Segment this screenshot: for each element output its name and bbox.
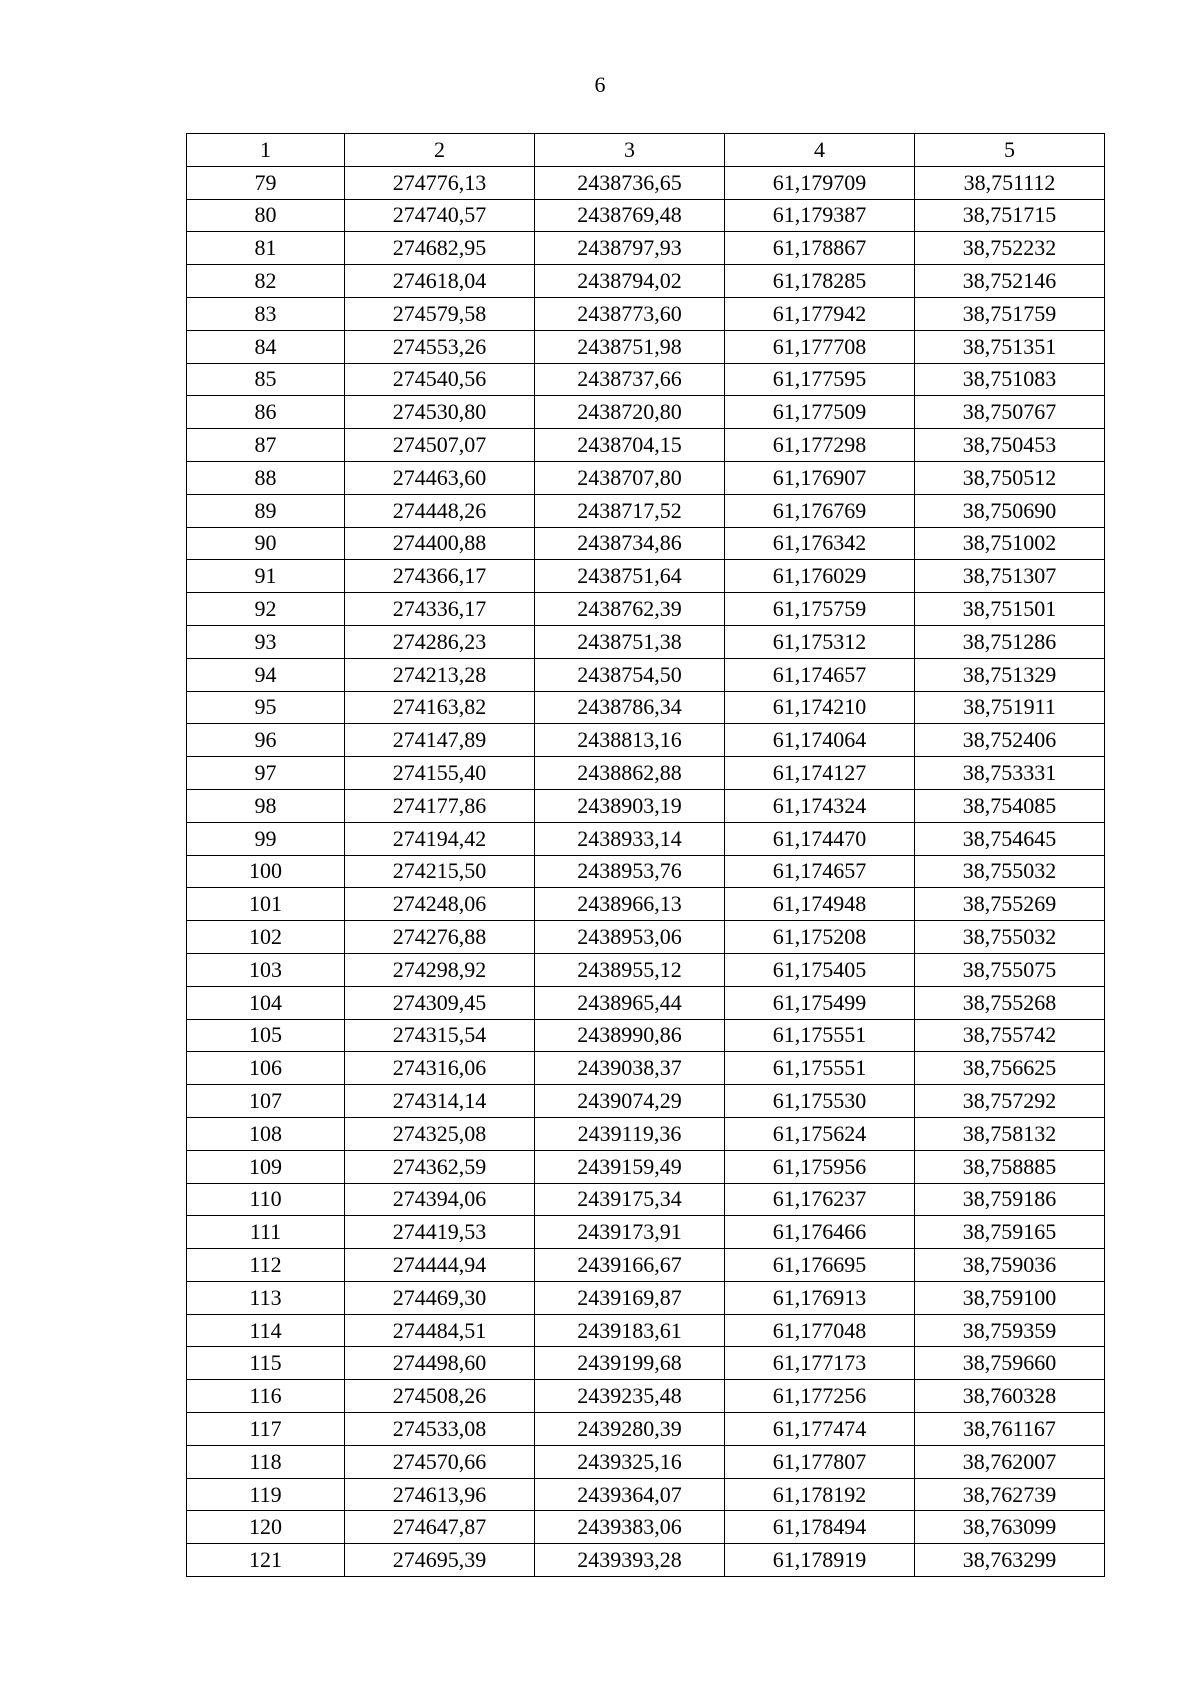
table-row bbox=[187, 527, 1105, 560]
table-cell: 38,759036 bbox=[915, 1249, 1105, 1282]
table-cell: 91 bbox=[187, 560, 345, 593]
table-cell: 38,751112 bbox=[915, 166, 1105, 199]
table-cell: 38,750690 bbox=[915, 494, 1105, 527]
table-cell: 61,174127 bbox=[725, 757, 915, 790]
table-cell: 61,176907 bbox=[725, 461, 915, 494]
table-cell: 274394,06 bbox=[345, 1183, 535, 1216]
table-cell: 274215,50 bbox=[345, 855, 535, 888]
table-cell: 102 bbox=[187, 921, 345, 954]
table-cell: 90 bbox=[187, 527, 345, 560]
table-cell: 38,756625 bbox=[915, 1052, 1105, 1085]
table-cell: 38,751351 bbox=[915, 330, 1105, 363]
table-row bbox=[187, 1380, 1105, 1413]
table-row bbox=[187, 396, 1105, 429]
table-row bbox=[187, 1347, 1105, 1380]
table-cell: 2438966,13 bbox=[535, 888, 725, 921]
table-row bbox=[187, 1445, 1105, 1478]
table-cell: 97 bbox=[187, 757, 345, 790]
table-cell: 38,750767 bbox=[915, 396, 1105, 429]
table-cell: 2438786,34 bbox=[535, 691, 725, 724]
table-cell: 61,176237 bbox=[725, 1183, 915, 1216]
table-cell: 38,752406 bbox=[915, 724, 1105, 757]
table-cell: 274498,60 bbox=[345, 1347, 535, 1380]
table-cell: 38,755032 bbox=[915, 855, 1105, 888]
table-cell: 2439119,36 bbox=[535, 1117, 725, 1150]
column-header: 5 bbox=[915, 134, 1105, 167]
table-cell: 38,762739 bbox=[915, 1478, 1105, 1511]
table-cell: 38,750453 bbox=[915, 429, 1105, 462]
table-cell: 82 bbox=[187, 265, 345, 298]
table-body bbox=[187, 166, 1105, 1576]
table-row bbox=[187, 1117, 1105, 1150]
table-cell: 61,174064 bbox=[725, 724, 915, 757]
table-cell: 110 bbox=[187, 1183, 345, 1216]
table-cell: 2438953,06 bbox=[535, 921, 725, 954]
table-cell: 61,175551 bbox=[725, 1052, 915, 1085]
table-cell: 274177,86 bbox=[345, 789, 535, 822]
table-row bbox=[187, 986, 1105, 1019]
table-cell: 61,177942 bbox=[725, 297, 915, 330]
table-cell: 274315,54 bbox=[345, 1019, 535, 1052]
table-cell: 274444,94 bbox=[345, 1249, 535, 1282]
table-cell: 2438813,16 bbox=[535, 724, 725, 757]
column-header: 2 bbox=[345, 134, 535, 167]
coordinates-table bbox=[186, 133, 1105, 1577]
table-cell: 38,759359 bbox=[915, 1314, 1105, 1347]
table-cell: 274553,26 bbox=[345, 330, 535, 363]
table-cell: 61,175208 bbox=[725, 921, 915, 954]
table-row bbox=[187, 1150, 1105, 1183]
table-cell: 2438773,60 bbox=[535, 297, 725, 330]
table-cell: 61,175759 bbox=[725, 593, 915, 626]
table-cell: 2438903,19 bbox=[535, 789, 725, 822]
table-cell: 61,179709 bbox=[725, 166, 915, 199]
table-cell: 38,758885 bbox=[915, 1150, 1105, 1183]
table-cell: 61,178285 bbox=[725, 265, 915, 298]
table-cell: 2439235,48 bbox=[535, 1380, 725, 1413]
table-cell: 38,759100 bbox=[915, 1281, 1105, 1314]
table-cell: 61,177708 bbox=[725, 330, 915, 363]
table-row bbox=[187, 1511, 1105, 1544]
table-row bbox=[187, 265, 1105, 298]
table-cell: 274298,92 bbox=[345, 953, 535, 986]
table-cell: 38,755742 bbox=[915, 1019, 1105, 1052]
table-cell: 61,174948 bbox=[725, 888, 915, 921]
table-cell: 2438965,44 bbox=[535, 986, 725, 1019]
table-cell: 61,174210 bbox=[725, 691, 915, 724]
table-row bbox=[187, 330, 1105, 363]
table-cell: 38,763099 bbox=[915, 1511, 1105, 1544]
table-cell: 99 bbox=[187, 822, 345, 855]
table-cell: 61,178494 bbox=[725, 1511, 915, 1544]
table-cell: 38,762007 bbox=[915, 1445, 1105, 1478]
table-cell: 38,755032 bbox=[915, 921, 1105, 954]
table-cell: 38,751286 bbox=[915, 625, 1105, 658]
table-cell: 61,174657 bbox=[725, 658, 915, 691]
table-cell: 2438734,86 bbox=[535, 527, 725, 560]
table-cell: 274276,88 bbox=[345, 921, 535, 954]
table-cell: 2438769,48 bbox=[535, 199, 725, 232]
table-cell: 61,179387 bbox=[725, 199, 915, 232]
table-cell: 100 bbox=[187, 855, 345, 888]
table-row bbox=[187, 855, 1105, 888]
table-cell: 274248,06 bbox=[345, 888, 535, 921]
table-cell: 61,176466 bbox=[725, 1216, 915, 1249]
table-cell: 2439159,49 bbox=[535, 1150, 725, 1183]
table-cell: 2439199,68 bbox=[535, 1347, 725, 1380]
table-cell: 2439383,06 bbox=[535, 1511, 725, 1544]
table-cell: 274570,66 bbox=[345, 1445, 535, 1478]
table-cell: 2438704,15 bbox=[535, 429, 725, 462]
table-cell: 111 bbox=[187, 1216, 345, 1249]
table-cell: 274147,89 bbox=[345, 724, 535, 757]
table-cell: 92 bbox=[187, 593, 345, 626]
table-row bbox=[187, 1249, 1105, 1282]
table-cell: 38,751501 bbox=[915, 593, 1105, 626]
table-cell: 2438736,65 bbox=[535, 166, 725, 199]
table-cell: 274419,53 bbox=[345, 1216, 535, 1249]
table-cell: 38,752146 bbox=[915, 265, 1105, 298]
table-cell: 274508,26 bbox=[345, 1380, 535, 1413]
table-cell: 2438762,39 bbox=[535, 593, 725, 626]
table-cell: 61,178867 bbox=[725, 232, 915, 265]
table-cell: 38,759186 bbox=[915, 1183, 1105, 1216]
table-cell: 85 bbox=[187, 363, 345, 396]
table-cell: 274366,17 bbox=[345, 560, 535, 593]
table-row bbox=[187, 658, 1105, 691]
table-row bbox=[187, 297, 1105, 330]
table-cell: 2438717,52 bbox=[535, 494, 725, 527]
table-cell: 38,755075 bbox=[915, 953, 1105, 986]
table-cell: 274484,51 bbox=[345, 1314, 535, 1347]
table-cell: 120 bbox=[187, 1511, 345, 1544]
table-cell: 119 bbox=[187, 1478, 345, 1511]
table-cell: 61,175551 bbox=[725, 1019, 915, 1052]
table-row bbox=[187, 921, 1105, 954]
table-row bbox=[187, 363, 1105, 396]
table-cell: 2439175,34 bbox=[535, 1183, 725, 1216]
column-header: 4 bbox=[725, 134, 915, 167]
table-cell: 2439038,37 bbox=[535, 1052, 725, 1085]
table-row bbox=[187, 593, 1105, 626]
table-row bbox=[187, 1216, 1105, 1249]
table-cell: 61,177298 bbox=[725, 429, 915, 462]
table-cell: 61,176913 bbox=[725, 1281, 915, 1314]
table-cell: 38,759660 bbox=[915, 1347, 1105, 1380]
table-cell: 274530,80 bbox=[345, 396, 535, 429]
table-cell: 94 bbox=[187, 658, 345, 691]
table-cell: 2439280,39 bbox=[535, 1413, 725, 1446]
table-cell: 2438720,80 bbox=[535, 396, 725, 429]
table-cell: 274776,13 bbox=[345, 166, 535, 199]
table-row bbox=[187, 232, 1105, 265]
table-row bbox=[187, 625, 1105, 658]
table-cell: 38,752232 bbox=[915, 232, 1105, 265]
table-cell: 274325,08 bbox=[345, 1117, 535, 1150]
table-cell: 2439364,07 bbox=[535, 1478, 725, 1511]
table-cell: 38,761167 bbox=[915, 1413, 1105, 1446]
table-cell: 2438862,88 bbox=[535, 757, 725, 790]
table-cell: 38,751329 bbox=[915, 658, 1105, 691]
table-cell: 274540,56 bbox=[345, 363, 535, 396]
table-cell: 115 bbox=[187, 1347, 345, 1380]
table-cell: 2439173,91 bbox=[535, 1216, 725, 1249]
table-cell: 2438953,76 bbox=[535, 855, 725, 888]
table-cell: 38,758132 bbox=[915, 1117, 1105, 1150]
table-cell: 121 bbox=[187, 1544, 345, 1577]
table-cell: 38,750512 bbox=[915, 461, 1105, 494]
table-cell: 61,175405 bbox=[725, 953, 915, 986]
table-cell: 38,754085 bbox=[915, 789, 1105, 822]
table-cell: 61,177595 bbox=[725, 363, 915, 396]
table-cell: 88 bbox=[187, 461, 345, 494]
table-cell: 107 bbox=[187, 1085, 345, 1118]
table-cell: 38,753331 bbox=[915, 757, 1105, 790]
table-cell: 93 bbox=[187, 625, 345, 658]
table-cell: 2438751,38 bbox=[535, 625, 725, 658]
table-cell: 274336,17 bbox=[345, 593, 535, 626]
table-cell: 274362,59 bbox=[345, 1150, 535, 1183]
table-row bbox=[187, 757, 1105, 790]
table-cell: 274448,26 bbox=[345, 494, 535, 527]
table-cell: 101 bbox=[187, 888, 345, 921]
table-row bbox=[187, 1281, 1105, 1314]
table-cell: 274194,42 bbox=[345, 822, 535, 855]
table-cell: 2439325,16 bbox=[535, 1445, 725, 1478]
table-cell: 274463,60 bbox=[345, 461, 535, 494]
table-cell: 2438797,93 bbox=[535, 232, 725, 265]
table-cell: 274533,08 bbox=[345, 1413, 535, 1446]
table-cell: 274507,07 bbox=[345, 429, 535, 462]
table-cell: 61,178192 bbox=[725, 1478, 915, 1511]
table-cell: 274316,06 bbox=[345, 1052, 535, 1085]
table-cell: 2439074,29 bbox=[535, 1085, 725, 1118]
table-cell: 61,175312 bbox=[725, 625, 915, 658]
table-cell: 96 bbox=[187, 724, 345, 757]
table-cell: 61,175530 bbox=[725, 1085, 915, 1118]
table-cell: 274400,88 bbox=[345, 527, 535, 560]
table-cell: 274163,82 bbox=[345, 691, 535, 724]
table-cell: 61,175624 bbox=[725, 1117, 915, 1150]
table-cell: 108 bbox=[187, 1117, 345, 1150]
column-header: 3 bbox=[535, 134, 725, 167]
table-cell: 81 bbox=[187, 232, 345, 265]
table-row bbox=[187, 1085, 1105, 1118]
table-cell: 103 bbox=[187, 953, 345, 986]
table-cell: 89 bbox=[187, 494, 345, 527]
table-cell: 83 bbox=[187, 297, 345, 330]
table-cell: 2438754,50 bbox=[535, 658, 725, 691]
table-cell: 38,760328 bbox=[915, 1380, 1105, 1413]
table-cell: 61,174324 bbox=[725, 789, 915, 822]
table-cell: 109 bbox=[187, 1150, 345, 1183]
table-row bbox=[187, 166, 1105, 199]
table-cell: 61,176769 bbox=[725, 494, 915, 527]
table-cell: 38,763299 bbox=[915, 1544, 1105, 1577]
table-cell: 61,177173 bbox=[725, 1347, 915, 1380]
table-cell: 98 bbox=[187, 789, 345, 822]
table-row bbox=[187, 1544, 1105, 1577]
table-cell: 274740,57 bbox=[345, 199, 535, 232]
table-cell: 104 bbox=[187, 986, 345, 1019]
table-cell: 274155,40 bbox=[345, 757, 535, 790]
table-cell: 274682,95 bbox=[345, 232, 535, 265]
table-cell: 2438751,64 bbox=[535, 560, 725, 593]
table-cell: 38,755269 bbox=[915, 888, 1105, 921]
table-cell: 79 bbox=[187, 166, 345, 199]
table-cell: 274469,30 bbox=[345, 1281, 535, 1314]
table-cell: 113 bbox=[187, 1281, 345, 1314]
table-cell: 105 bbox=[187, 1019, 345, 1052]
table-cell: 118 bbox=[187, 1445, 345, 1478]
table-cell: 61,176029 bbox=[725, 560, 915, 593]
table-cell: 38,751759 bbox=[915, 297, 1105, 330]
table-cell: 2438794,02 bbox=[535, 265, 725, 298]
table-cell: 274695,39 bbox=[345, 1544, 535, 1577]
table-cell: 61,177807 bbox=[725, 1445, 915, 1478]
table-cell: 61,177048 bbox=[725, 1314, 915, 1347]
table-cell: 61,175956 bbox=[725, 1150, 915, 1183]
table-cell: 38,751911 bbox=[915, 691, 1105, 724]
table-cell: 38,759165 bbox=[915, 1216, 1105, 1249]
table-cell: 38,754645 bbox=[915, 822, 1105, 855]
table-row bbox=[187, 724, 1105, 757]
table-cell: 38,751715 bbox=[915, 199, 1105, 232]
table-cell: 274213,28 bbox=[345, 658, 535, 691]
table-cell: 112 bbox=[187, 1249, 345, 1282]
table-cell: 2438990,86 bbox=[535, 1019, 725, 1052]
table-cell: 61,177256 bbox=[725, 1380, 915, 1413]
table-cell: 274647,87 bbox=[345, 1511, 535, 1544]
table-cell: 106 bbox=[187, 1052, 345, 1085]
table-cell: 87 bbox=[187, 429, 345, 462]
page-number: 6 bbox=[594, 72, 606, 97]
table-cell: 2438933,14 bbox=[535, 822, 725, 855]
table-cell: 61,176342 bbox=[725, 527, 915, 560]
table-row bbox=[187, 429, 1105, 462]
table-cell: 86 bbox=[187, 396, 345, 429]
table-header-row bbox=[187, 134, 1105, 167]
table-row bbox=[187, 560, 1105, 593]
table-cell: 114 bbox=[187, 1314, 345, 1347]
table-cell: 2439183,61 bbox=[535, 1314, 725, 1347]
table-cell: 80 bbox=[187, 199, 345, 232]
table-cell: 2439169,87 bbox=[535, 1281, 725, 1314]
table-cell: 2438751,98 bbox=[535, 330, 725, 363]
table-cell: 274618,04 bbox=[345, 265, 535, 298]
table-row bbox=[187, 1314, 1105, 1347]
table-row bbox=[187, 1183, 1105, 1216]
table-row bbox=[187, 461, 1105, 494]
column-header: 1 bbox=[187, 134, 345, 167]
table-cell: 95 bbox=[187, 691, 345, 724]
table-cell: 274309,45 bbox=[345, 986, 535, 1019]
table-cell: 2439393,28 bbox=[535, 1544, 725, 1577]
table-cell: 274314,14 bbox=[345, 1085, 535, 1118]
table-cell: 2438737,66 bbox=[535, 363, 725, 396]
table-cell: 61,175499 bbox=[725, 986, 915, 1019]
table-cell: 61,177509 bbox=[725, 396, 915, 429]
table-row bbox=[187, 1052, 1105, 1085]
table-cell: 2438955,12 bbox=[535, 953, 725, 986]
table-cell: 61,176695 bbox=[725, 1249, 915, 1282]
table-cell: 116 bbox=[187, 1380, 345, 1413]
table-cell: 2439166,67 bbox=[535, 1249, 725, 1282]
table-cell: 274286,23 bbox=[345, 625, 535, 658]
table-cell: 38,751307 bbox=[915, 560, 1105, 593]
table-row bbox=[187, 494, 1105, 527]
table-cell: 274613,96 bbox=[345, 1478, 535, 1511]
table-row bbox=[187, 1413, 1105, 1446]
table-row bbox=[187, 888, 1105, 921]
table-cell: 84 bbox=[187, 330, 345, 363]
table-row bbox=[187, 199, 1105, 232]
table-row bbox=[187, 691, 1105, 724]
table-cell: 61,177474 bbox=[725, 1413, 915, 1446]
table-cell: 2438707,80 bbox=[535, 461, 725, 494]
table-row bbox=[187, 1019, 1105, 1052]
table-cell: 38,751002 bbox=[915, 527, 1105, 560]
table-row bbox=[187, 953, 1105, 986]
table-cell: 38,757292 bbox=[915, 1085, 1105, 1118]
table-cell: 38,751083 bbox=[915, 363, 1105, 396]
table-cell: 61,178919 bbox=[725, 1544, 915, 1577]
table-row bbox=[187, 822, 1105, 855]
table-row bbox=[187, 789, 1105, 822]
table-cell: 61,174657 bbox=[725, 855, 915, 888]
table-cell: 274579,58 bbox=[345, 297, 535, 330]
table-cell: 61,174470 bbox=[725, 822, 915, 855]
table-cell: 38,755268 bbox=[915, 986, 1105, 1019]
table-row bbox=[187, 1478, 1105, 1511]
table-cell: 117 bbox=[187, 1413, 345, 1446]
